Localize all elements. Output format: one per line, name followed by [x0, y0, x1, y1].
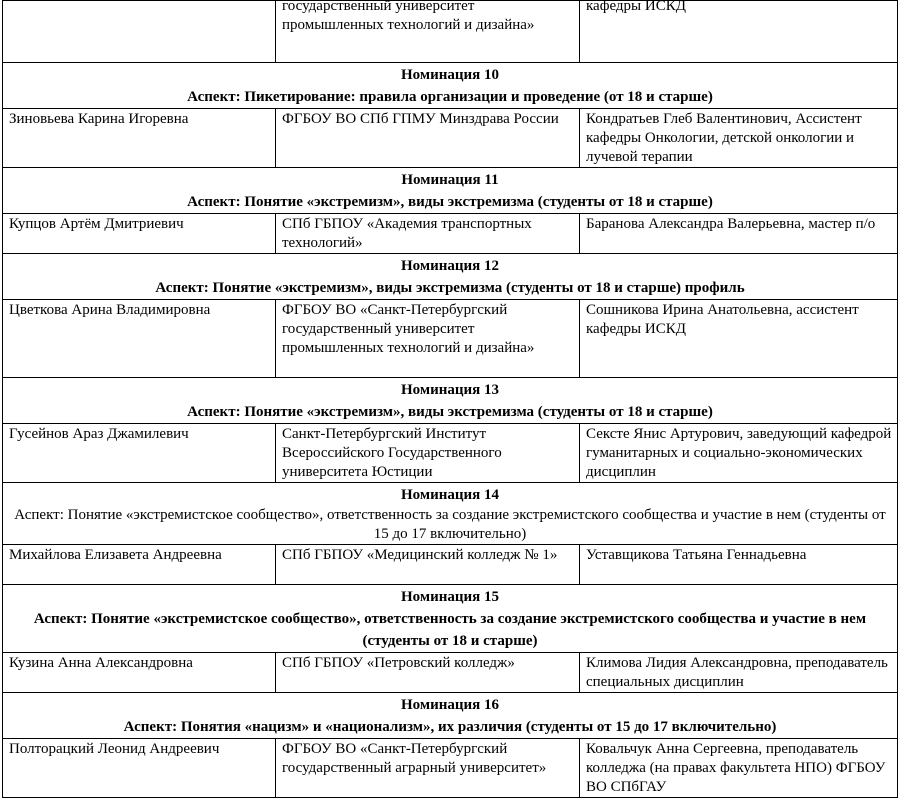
nomination-row — [3, 254, 898, 300]
table-row — [3, 424, 898, 483]
table-row — [3, 300, 898, 378]
participant-name: Зиновьева Карина Игоревна — [3, 109, 276, 168]
nomination-title: Номинация 14 — [400, 487, 500, 503]
table-row — [3, 1, 898, 63]
nomination-row — [3, 168, 898, 214]
organization: ФГБОУ ВО СПб ГПМУ Минздрава России — [276, 109, 580, 168]
participant-name: Михайлова Елизавета Андреевна — [3, 545, 276, 585]
table-row — [3, 545, 898, 585]
participant-name: Гусейнов Араз Джамилевич — [3, 424, 276, 483]
nomination-aspect: Аспект: Понятие «экстремизм», виды экстремизма (студенты от 18 и старше) — [187, 404, 713, 420]
supervisor: Сошникова Ирина Анатольевна, ассистент кафедры ИСКД — [580, 300, 898, 378]
organization — [276, 1, 580, 63]
organization: СПб ГБПОУ «Медицинский колледж № 1» — [276, 545, 580, 585]
nomination-row — [3, 693, 898, 739]
nomination-row — [3, 585, 898, 653]
nomination-header — [3, 483, 898, 545]
supervisor: Уставщикова Татьяна Геннадьевна — [580, 545, 898, 585]
supervisor: Кондратьев Глеб Валентинович, Ассистент кафедры Онкологии, детской онкологии и лучевой терапии — [580, 109, 898, 168]
nomination-title: Номинация 10 — [400, 67, 500, 83]
nomination-aspect: Аспект: Понятия «нацизм» и «национализм», их различия (студенты от 15 до 17 включительно) — [123, 719, 777, 735]
nomination-title: Номинация 15 — [400, 589, 500, 605]
supervisor: Баранова Александра Валерьевна, мастер п/о — [580, 214, 898, 254]
nomination-aspect: Аспект: Понятие «экстремизм», виды экстремизма (студенты от 18 и старше) профиль — [155, 280, 745, 296]
participant-name: Купцов Артём Дмитриевич — [3, 214, 276, 254]
nomination-title: Номинация 11 — [401, 172, 499, 188]
organization: СПб ГБПОУ «Петровский колледж» — [276, 653, 580, 693]
participant-name: Полторацкий Леонид Андреевич — [3, 739, 276, 798]
nomination-header — [3, 168, 898, 214]
participant-name — [3, 1, 276, 63]
supervisor: Климова Лидия Александровна, преподаватель специальных дисциплин — [580, 653, 898, 693]
organization: ФГБОУ ВО «Санкт-Петербургский государственный университет промышленных технологий и дизайна» — [276, 300, 580, 378]
supervisor: Ковальчук Анна Сергеевна, преподаватель колледжа (на правах факультета НПО) ФГБОУ ВО СПбГАУ — [580, 739, 898, 798]
participant-name: Цветкова Арина Владимировна — [3, 300, 276, 378]
nominations-table — [2, 0, 898, 798]
table-row — [3, 214, 898, 254]
organization: Санкт-Петербургский Институт Всероссийского Государственного университета Юстиции — [276, 424, 580, 483]
supervisor — [580, 1, 898, 63]
nomination-header — [3, 254, 898, 300]
nomination-title: Номинация 16 — [400, 697, 500, 713]
nomination-aspect: Аспект: Пикетирование: правила организации и проведение (от 18 и старше) — [187, 89, 713, 105]
nomination-header — [3, 378, 898, 424]
table-row — [3, 739, 898, 798]
participant-name: Кузина Анна Александровна — [3, 653, 276, 693]
nomination-title: Номинация 13 — [400, 382, 500, 398]
supervisor: Сексте Янис Артурович, заведующий кафедрой гуманитарных и социально-экономических дисциплин — [580, 424, 898, 483]
nomination-aspect: Аспект: Понятие «экстремистское сообщество», ответственность за создание экстремистского сообщества и участие в нем (студенты от 18 и старше) — [33, 611, 867, 649]
nomination-header — [3, 693, 898, 739]
nomination-row — [3, 378, 898, 424]
organization-text: государственный университет промышленных технологий и дизайна» — [282, 0, 535, 33]
nomination-row — [3, 483, 898, 545]
nomination-title: Номинация 12 — [400, 258, 500, 274]
table-row — [3, 653, 898, 693]
organization: ФГБОУ ВО «Санкт-Петербургский государственный аграрный университет» — [276, 739, 580, 798]
nomination-header — [3, 585, 898, 653]
organization: СПб ГБПОУ «Академия транспортных технологий» — [276, 214, 580, 254]
supervisor-text: кафедры ИСКД — [586, 0, 686, 14]
nomination-row — [3, 63, 898, 109]
nomination-aspect: Аспект: Понятие «экстремизм», виды экстремизма (студенты от 18 и старше) — [187, 194, 713, 210]
nomination-header — [3, 63, 898, 109]
nomination-aspect: Аспект: Понятие «экстремистское сообщество», ответственность за создание экстремистского сообщества и участие в нем (студенты от 15 до 17 включительно) — [14, 507, 886, 542]
table-row — [3, 109, 898, 168]
